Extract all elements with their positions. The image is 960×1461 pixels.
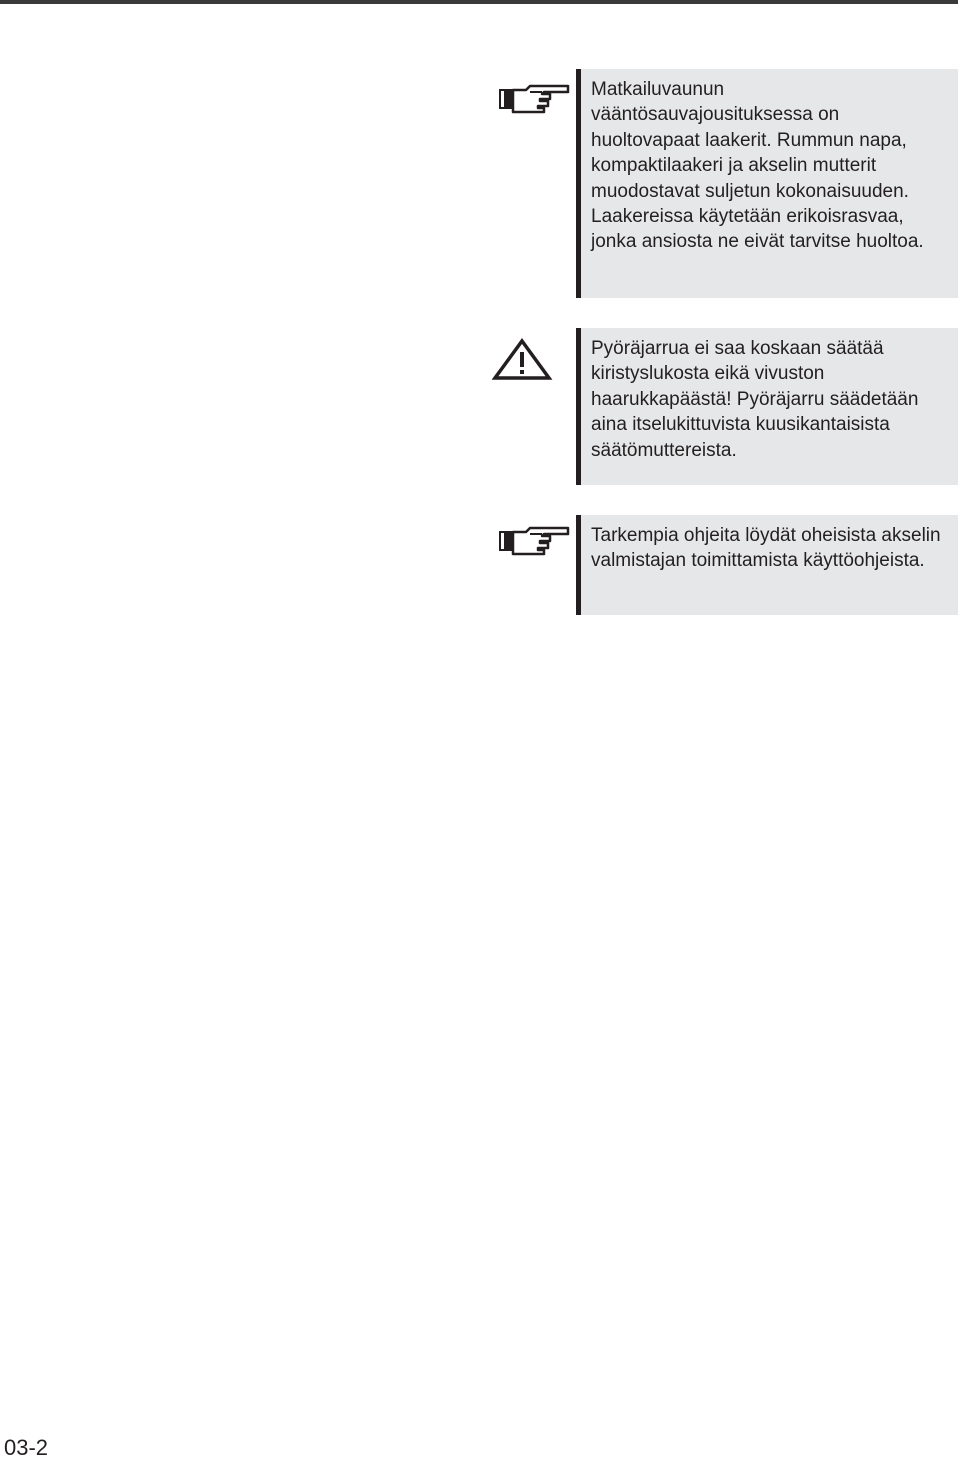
note-hint-2 <box>492 515 958 615</box>
top-rule <box>0 0 958 4</box>
note-text: Pyöräjarrua ei saa koskaan säätää kiristyslukosta eikä vivuston haarukkapäästä! Pyöräjarru säädetään aina itselukittuvista kuusikantaisista säätömuttereista. <box>591 338 919 461</box>
note-box <box>576 328 958 485</box>
pointing-hand-icon <box>492 523 572 564</box>
page-number: 03-2 <box>4 1435 49 1460</box>
note-text: Matkailuvaunun vääntösauvajousituksessa on huoltovapaat laakerit. Rummun napa, kompaktilaakeri ja akselin mutterit muodostavat suljetun kokonaisuuden. Laakereissa käytetään erikoisrasvaa, jonka ansiosta ne eivät tarvitse huoltoa. <box>591 79 924 253</box>
note-box <box>576 515 958 615</box>
note-box <box>576 69 958 298</box>
note-text: Tarkempia ohjeita löydät oheisista akselin valmistajan toimittamista käyttöohjeista. <box>591 525 941 572</box>
note-hint-1 <box>492 69 958 298</box>
pointing-hand-icon <box>492 81 572 122</box>
warning-triangle-icon <box>492 338 572 387</box>
note-warning <box>492 328 958 485</box>
